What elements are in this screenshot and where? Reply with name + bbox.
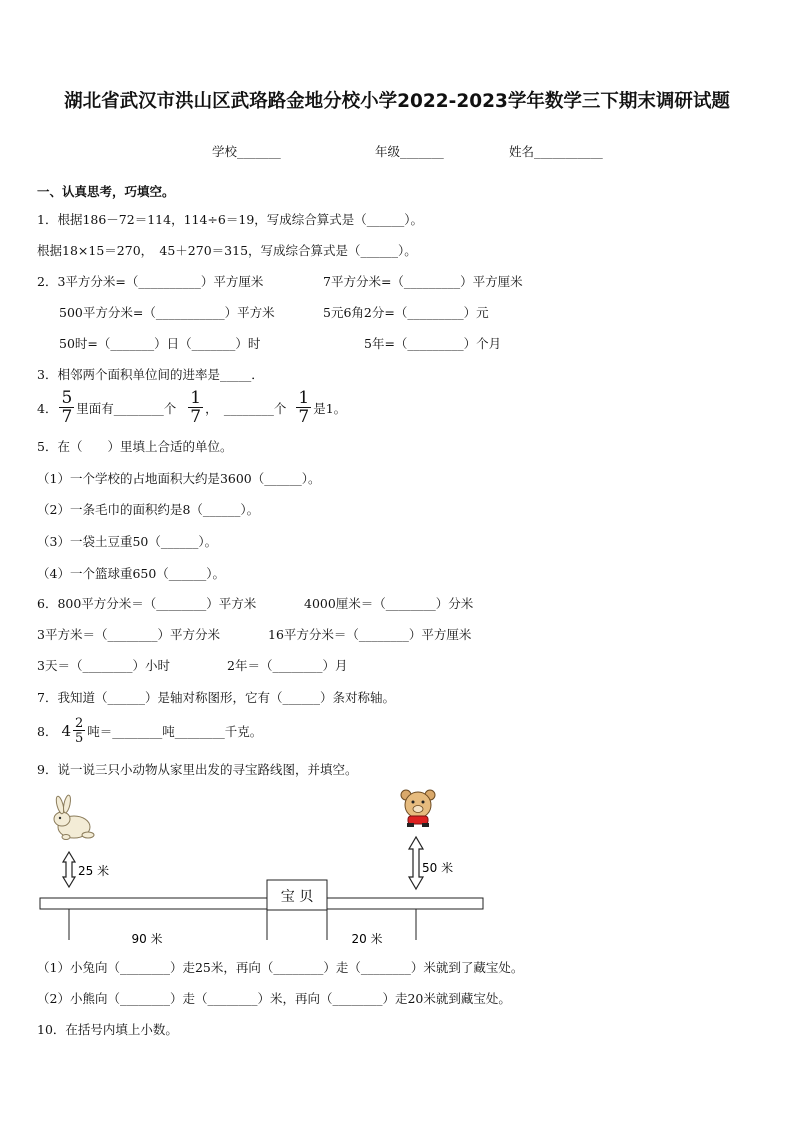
q5-intro: 5．在（ ）里填上合适的单位。 — [37, 439, 233, 454]
rabbit-icon — [54, 795, 94, 840]
q6-r2a: 3平方米＝（________）平方分米 — [37, 627, 220, 642]
section-heading: 一、认真思考，巧填空。 — [37, 184, 175, 199]
q4-text-1: 里面有________个 — [76, 401, 177, 416]
fraction-2-5: $\frac{2}{5}$ — [75, 716, 84, 746]
q9-intro: 9．说一说三只小动物从家里出发的寻宝路线图，并填空。 — [37, 762, 358, 777]
label-20m: 20 米 — [351, 932, 383, 946]
name-field[interactable]: 姓名___________ — [509, 144, 603, 159]
school-field[interactable]: 学校_______ — [212, 144, 281, 159]
q2-r2b: 5元6角2分=（_________）元 — [323, 305, 489, 320]
q2-r1a: 2．3平方分米=（__________）平方厘米 — [37, 274, 264, 289]
q2-r2a: 500平方分米=（___________）平方米 — [59, 305, 275, 320]
q8-number: 8． — [37, 724, 58, 739]
q5-s2: （2）一条毛巾的面积约是8（______）。 — [37, 502, 260, 517]
q5-s3: （3）一袋土豆重50（______）。 — [37, 534, 218, 549]
q4-text-3: 是1。 — [313, 401, 347, 416]
label-50m: 50 米 — [422, 861, 454, 875]
label-25m: 25 米 — [78, 864, 110, 878]
q7-line: 7．我知道（______）是轴对称图形，它有（______）条对称轴。 — [37, 690, 395, 705]
q10-line: 10．在括号内填上小数。 — [37, 1022, 178, 1037]
q9-s1: （1）小兔向（________）走25米，再向（________）走（________）米就到了藏宝处。 — [37, 960, 524, 975]
q6-r1a: 6．800平方分米＝（________）平方米 — [37, 596, 257, 611]
label-90m: 90 米 — [131, 932, 163, 946]
arrow-50m — [409, 837, 423, 889]
bear-icon — [401, 790, 435, 827]
fraction-1-7-b: $\frac{1}{7}$ — [298, 388, 310, 427]
fraction-5-7: $\frac{5}{7}$ — [61, 388, 73, 427]
q5-s4: （4）一个篮球重650（______）。 — [37, 566, 226, 581]
q4-number: 4． — [37, 401, 58, 416]
q6-r2b: 16平方分米＝（________）平方厘米 — [268, 627, 472, 642]
q8-whole: 4 — [61, 722, 71, 740]
treasure-route-diagram — [0, 785, 794, 955]
q8-line — [37, 712, 262, 750]
treasure-label: 宝 贝 — [280, 889, 314, 905]
q2-r1b: 7平方分米=（_________）平方厘米 — [323, 274, 523, 289]
q5-s1: （1）一个学校的占地面积大约是3600（______）。 — [37, 471, 321, 486]
q9-s2: （2）小熊向（________）走（________）米，再向（________）走20米就到藏宝处。 — [37, 991, 511, 1006]
q6-r3b: 2年＝（________）月 — [227, 658, 348, 673]
q8-text: 吨＝________吨________千克。 — [87, 724, 263, 739]
q3-line: 3．相邻两个面积单位间的进率是_____． — [37, 367, 264, 382]
q2-r3b: 5年=（_________）个月 — [364, 336, 502, 351]
q1-line-a: 1．根据186－72＝114，114÷6＝19，写成综合算式是（______）。 — [37, 212, 424, 227]
arrow-25m — [63, 852, 75, 887]
q2-r3a: 50时=（_______）日（_______）时 — [59, 336, 261, 351]
q1-line-b: 根据18×15＝270， 45＋270＝315，写成综合算式是（______）。 — [37, 243, 417, 258]
q6-r3a: 3天＝（________）小时 — [37, 658, 170, 673]
grade-field[interactable]: 年级_______ — [375, 144, 444, 159]
q4-line — [37, 389, 346, 427]
page-title: 湖北省武汉市洪山区武珞路金地分校小学2022-2023学年数学三下期末调研试题 — [64, 91, 730, 112]
fraction-1-7-a: $\frac{1}{7}$ — [190, 388, 202, 427]
q4-text-2: ， ________个 — [205, 401, 287, 416]
road — [40, 898, 483, 909]
q6-r1b: 4000厘米＝（________）分米 — [304, 596, 474, 611]
